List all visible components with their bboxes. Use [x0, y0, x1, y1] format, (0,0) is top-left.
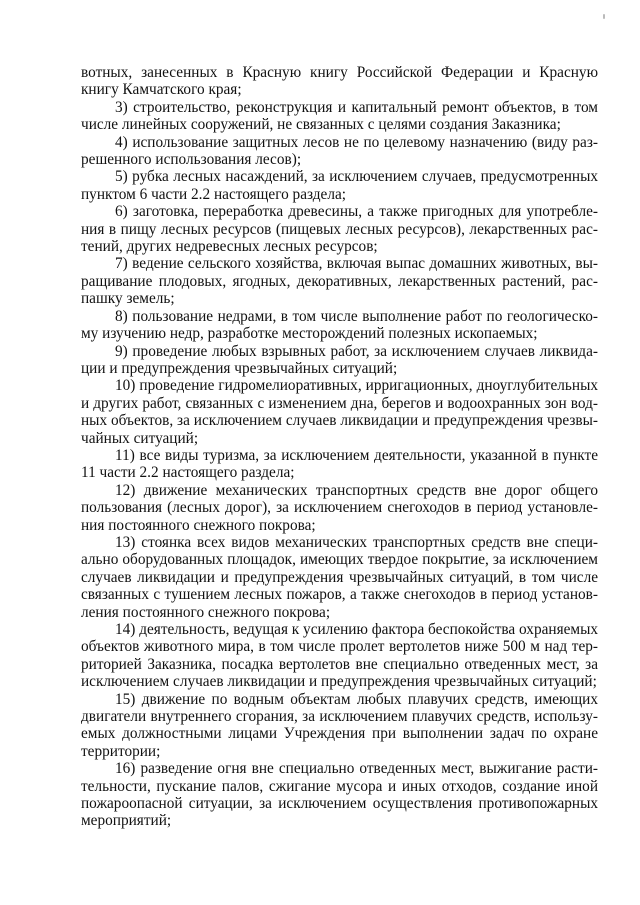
- list-item-15: 15) движение по водным объектам любых плавучих средств, имеющих двигатели внутреннего сгорания, за исключением плавучих средств, используемых должностными лицами Учреждения при выполнении задач по охране территории;: [81, 690, 598, 760]
- list-item-11: 11) все виды туризма, за исключением деятельности, указанной в пункте 11 части 2.2 настоящего раздела;: [81, 446, 598, 482]
- list-item-14: 14) деятельность, ведущая к усилению фактора беспокойства охраняемых объектов животного мира, в том числе пролет вертолетов ниже 500 м над территорией Заказника, посадка вертолетов вне специально отведенных мест, за исключением случаев ликвидации и предупреждения чрезвычайных ситуаций;: [81, 621, 599, 691]
- list-item-6: 6) заготовка, переработка древесины, а также пригодных для употребления в пищу лесных ресурсов (пищевых лесных ресурсов), лекарственных растений, других недревесных лесных ресурсов;: [81, 203, 598, 256]
- list-item-3: 3) строительство, реконструкция и капитальный ремонт объектов, в том числе линейных сооружений, не связанных с целями создания Заказника;: [81, 98, 598, 134]
- list-item-8: 8) пользование недрами, в том числе выполнение работ по геологическому изучению недр, разработке месторождений полезных ископаемых;: [81, 307, 598, 343]
- list-item-10: 10) проведение гидромелиоративных, ирригационных, дноуглубительных и других работ, связанных с изменением дна, берегов и водоохранных зон водных объектов, за исключением случаев ликвидации и предупреждения чрезвычайных ситуаций;: [81, 377, 598, 447]
- list-item-16: 16) разведение огня вне специально отведенных мест, выжигание растительности, пускание палов, сжигание мусора и иных отходов, создание иной пожароопасной ситуации, за исключением осуществления противопожарных мероприятий;: [81, 760, 598, 830]
- list-item-7: 7) ведение сельского хозяйства, включая выпас домашних животных, выращивание плодовых, ягодных, декоративных, лекарственных растений, распашку земель;: [81, 255, 598, 308]
- list-item-5: 5) рубка лесных насаждений, за исключением случаев, предусмотренных пунктом 6 части 2.2 настоящего раздела;: [81, 168, 598, 203]
- scan-mark: [603, 14, 605, 19]
- list-item-4: 4) использование защитных лесов не по целевому назначению (виду разрешенного использования лесов);: [81, 133, 598, 169]
- list-item-12: 12) движение механических транспортных средств вне дорог общего пользования (лесных дорог), за исключением снегоходов в период установления постоянного снежного покрова;: [81, 481, 598, 534]
- list-item-9: 9) проведение любых взрывных работ, за исключением случаев ликвидации и предупреждения чрезвычайных ситуаций;: [81, 342, 598, 377]
- list-item-13: 13) стоянка всех видов механических транспортных средств вне специально оборудованных площадок, имеющих твердое покрытие, за исключением случаев ликвидации и предупреждения чрезвычайных ситуаций, в том числе связанных с тушением лесных пожаров, а также снегоходов в период установления постоянного снежного покрова;: [81, 533, 598, 621]
- continuation-paragraph: вотных, занесенных в Красную книгу Российской Федерации и Красную книгу Камчатского края;: [81, 64, 598, 99]
- document-text: [81, 64, 598, 830]
